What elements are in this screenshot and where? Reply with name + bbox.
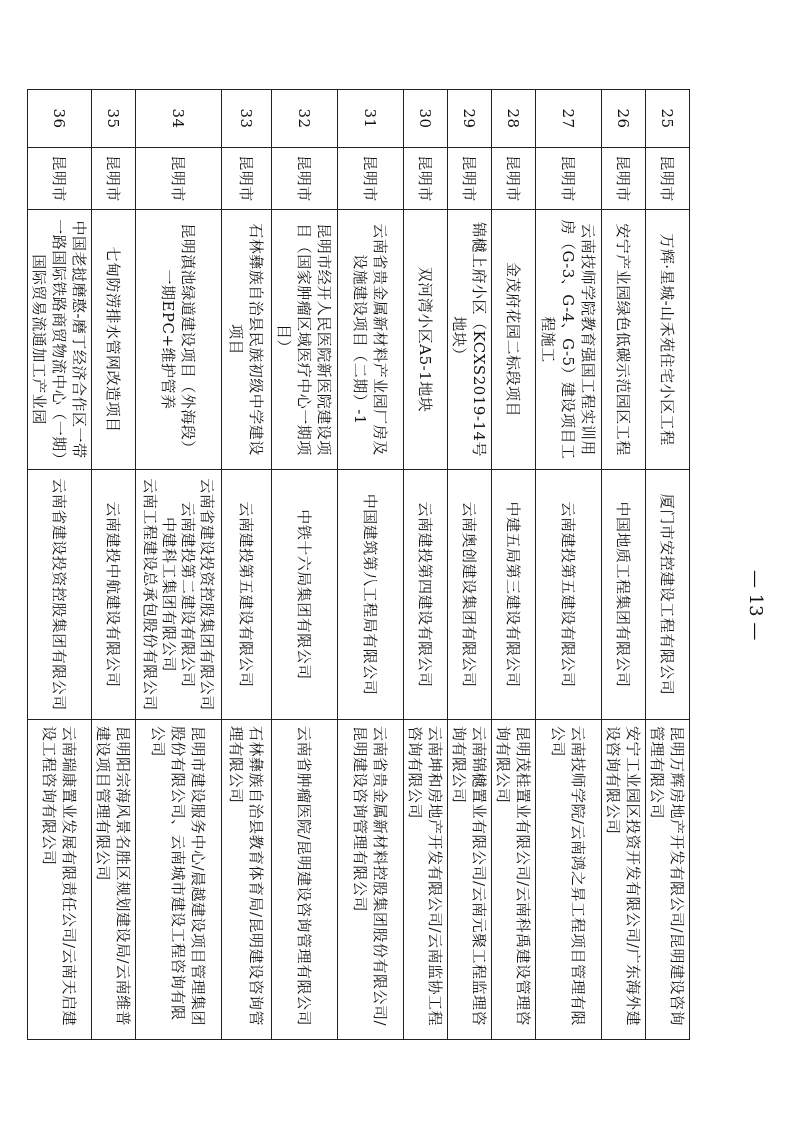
constructor-cell: 中建五局第三建设有限公司 [492, 470, 536, 720]
supervisor-cell: 昆明阳宗海风景名胜区规划建设局/云南维普建设项目管理有限公司 [92, 720, 136, 1040]
constructor-cell: 中国建筑第八工程局有限公司 [338, 470, 404, 720]
row-number: 30 [404, 90, 448, 148]
page-number: — 13 — [745, 570, 766, 641]
project-name-cell: 昆明市经开人民医院新医院建设项目（国家肿瘤区域医疗中心一期项目） [272, 210, 338, 470]
supervisor-cell: 云南技师学院/云南鸿之昇工程项目管理有限公司 [536, 720, 602, 1040]
table-row [536, 90, 602, 1040]
supervisor-cell: 云南锦樾置业有限公司/云南元聚工程监理咨询有限公司 [448, 720, 492, 1040]
project-name-cell: 锦樾上府小区（KCXS2019-14号地块） [448, 210, 492, 470]
row-number: 29 [448, 90, 492, 148]
table-row [404, 90, 448, 1040]
project-name-cell: 双河湾小区A5-1地块 [404, 210, 448, 470]
row-number: 35 [92, 90, 136, 148]
row-number: 31 [338, 90, 404, 148]
city-cell: 昆明市 [28, 148, 92, 210]
supervisor-cell: 云南省贵金属新材料控股集团股份有限公司/昆明建设咨询管理有限公司 [338, 720, 404, 1040]
project-name-cell: 安宁产业园绿色低碳示范园区工程 [602, 210, 646, 470]
row-number: 27 [536, 90, 602, 148]
city-cell: 昆明市 [272, 148, 338, 210]
city-cell: 昆明市 [492, 148, 536, 210]
table-row [136, 90, 222, 1040]
project-name-cell: 石林彝族自治县民族初级中学建设项目 [222, 210, 272, 470]
constructor-cell: 云南建投第五建设有限公司 [536, 470, 602, 720]
project-name-cell: 七甸防涝排水管网改造项目 [92, 210, 136, 470]
row-number: 36 [28, 90, 92, 148]
project-table [27, 89, 690, 1040]
constructor-cell: 云南奥创建设集团有限公司 [448, 470, 492, 720]
supervisor-cell: 云南坤和房地产开发有限公司/云南监协工程咨询有限公司 [404, 720, 448, 1040]
table-body [28, 90, 690, 1040]
table-row [602, 90, 646, 1040]
supervisor-cell: 昆明茂桂置业有限公司/云南科禹建设管理咨询有限公司 [492, 720, 536, 1040]
constructor-cell: 云南建投中航建设有限公司 [92, 470, 136, 720]
table-row [28, 90, 92, 1040]
row-number: 25 [646, 90, 690, 148]
constructor-cell: 中国地质工程集团有限公司 [602, 470, 646, 720]
project-name-cell: 云南省贵金属新材料产业园厂房及设施建设项目（二期）-1 [338, 210, 404, 470]
project-name-cell: 云南技师学院教育强国工程实训用房（G-3、G-4、G-5）建设项目工程施工 [536, 210, 602, 470]
supervisor-cell: 昆明市建设服务中心/晨越建设项目管理集团股份有限公司、云南城市建设工程咨询有限公司 [136, 720, 222, 1040]
city-cell: 昆明市 [136, 148, 222, 210]
row-number: 32 [272, 90, 338, 148]
city-cell: 昆明市 [404, 148, 448, 210]
table-row [92, 90, 136, 1040]
project-name-cell: 昆明滇池绿道建设项目（外海段）一期EPC+维护管养 [136, 210, 222, 470]
city-cell: 昆明市 [536, 148, 602, 210]
table-row [222, 90, 272, 1040]
supervisor-cell: 云南省肿瘤医院/昆明建设咨询管理有限公司 [272, 720, 338, 1040]
table-row [492, 90, 536, 1040]
supervisor-cell: 云南瑞康置业发展有限责任公司/云南天启建设工程咨询有限公司 [28, 720, 92, 1040]
constructor-cell: 云南建投第五建设有限公司 [222, 470, 272, 720]
row-number: 33 [222, 90, 272, 148]
constructor-cell: 云南省建设投资控股集团有限公司 [28, 470, 92, 720]
supervisor-cell: 石林彝族自治县教育体育局/昆明建设咨询管理有限公司 [222, 720, 272, 1040]
constructor-cell: 中铁十六局集团有限公司 [272, 470, 338, 720]
city-cell: 昆明市 [92, 148, 136, 210]
city-cell: 昆明市 [338, 148, 404, 210]
constructor-cell: 云南建投第四建设有限公司 [404, 470, 448, 720]
project-name-cell: 金茂府花园二标段项目 [492, 210, 536, 470]
city-cell: 昆明市 [222, 148, 272, 210]
project-name-cell: 万辉·星城-山禾苑住宅小区工程 [646, 210, 690, 470]
constructor-cell: 云南省建设投资控股集团有限公司 云南建投第二建设有限公司 中建科工集团有限公司 云南工程建设总承包股份有限公司 [136, 470, 222, 720]
city-cell: 昆明市 [448, 148, 492, 210]
table-row [272, 90, 338, 1040]
city-cell: 昆明市 [602, 148, 646, 210]
table-row [338, 90, 404, 1040]
row-number: 34 [136, 90, 222, 148]
table-row [646, 90, 690, 1040]
row-number: 28 [492, 90, 536, 148]
constructor-cell: 厦门市安控建设工程有限公司 [646, 470, 690, 720]
city-cell: 昆明市 [646, 148, 690, 210]
table-row [448, 90, 492, 1040]
supervisor-cell: 安宁工业园区投资开发有限公司/广东海外建设咨询有限公司 [602, 720, 646, 1040]
supervisor-cell: 昆明万辉房地产开发有限公司/昆明建设咨询管理有限公司 [646, 720, 690, 1040]
project-name-cell: 中国老挝磨憨-磨丁经济合作区一带一路国际铁路商贸物流中心（一期）国际贸易流通加工产业园 [28, 210, 92, 470]
row-number: 26 [602, 90, 646, 148]
rotated-table-wrapper [30, 89, 690, 1039]
